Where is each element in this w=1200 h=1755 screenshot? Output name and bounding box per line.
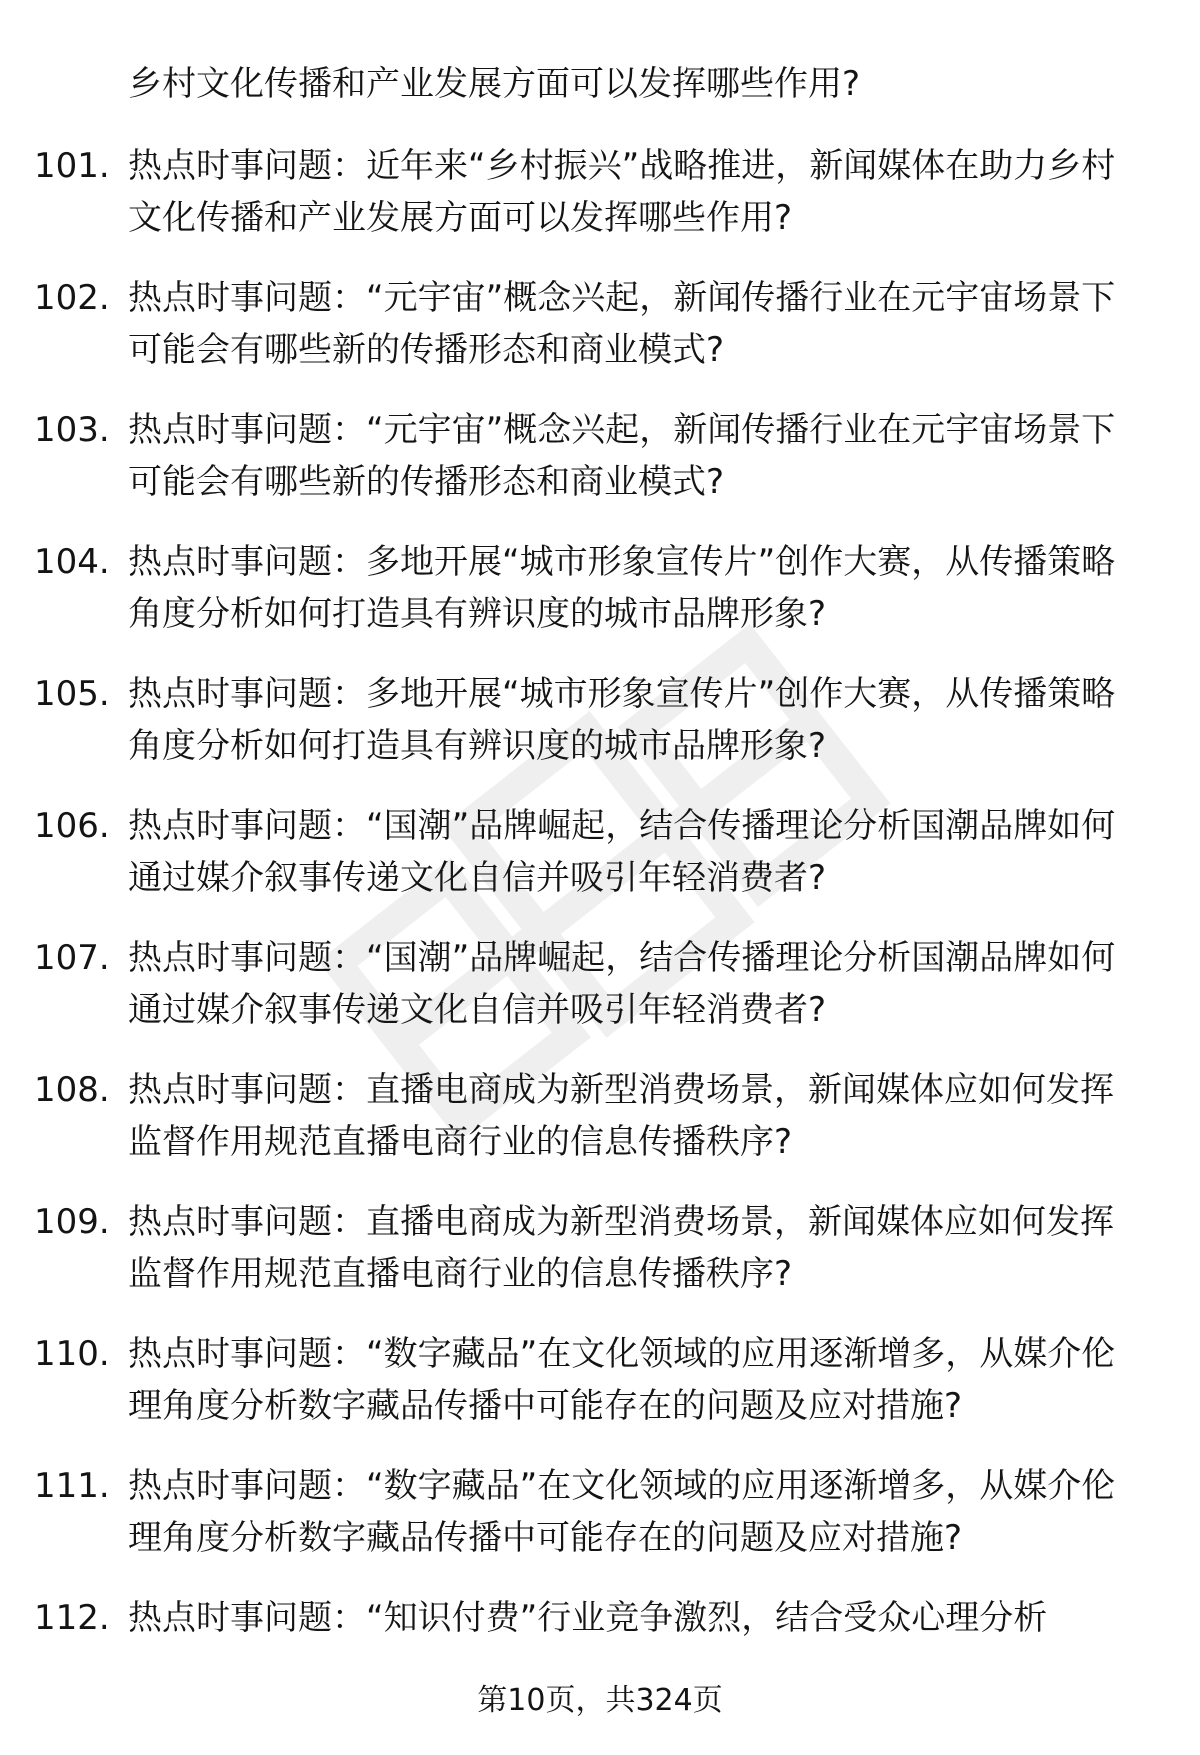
- list-item: [0, 404, 1200, 508]
- item-text: 热点时事问题：“国潮”品牌崛起，结合传播理论分析国潮品牌如何通过媒介叙事传递文化自信并吸引年轻消费者?: [128, 806, 1116, 898]
- item-number: 112.: [34, 1598, 110, 1638]
- item-number: 107.: [34, 938, 110, 978]
- item-number: 110.: [34, 1334, 110, 1374]
- item-number: 111.: [34, 1466, 110, 1506]
- item-number: 105.: [34, 674, 110, 714]
- list-item: [0, 1460, 1200, 1564]
- item-text: 热点时事问题：多地开展“城市形象宣传片”创作大赛，从传播策略角度分析如何打造具有辨识度的城市品牌形象?: [128, 674, 1116, 766]
- item-text: 热点时事问题：直播电商成为新型消费场景，新闻媒体应如何发挥监督作用规范直播电商行业的信息传播秩序?: [128, 1070, 1114, 1162]
- item-text: 热点时事问题：直播电商成为新型消费场景，新闻媒体应如何发挥监督作用规范直播电商行业的信息传播秩序?: [128, 1202, 1114, 1294]
- item-number: 101.: [34, 146, 110, 186]
- page-footer: 第10页，共324页: [477, 1683, 723, 1718]
- list-item: [0, 800, 1200, 904]
- item-text: 热点时事问题：“数字藏品”在文化领域的应用逐渐增多，从媒介伦理角度分析数字藏品传播中可能存在的问题及应对措施?: [128, 1466, 1116, 1558]
- list-item: [0, 140, 1200, 244]
- item-number: 104.: [34, 542, 110, 582]
- item-text: 热点时事问题：近年来“乡村振兴”战略推进，新闻媒体在助力乡村文化传播和产业发展方面可以发挥哪些作用?: [128, 146, 1116, 238]
- item-number: 108.: [34, 1070, 110, 1110]
- item-text: 热点时事问题：“元宇宙”概念兴起，新闻传播行业在元宇宙场景下可能会有哪些新的传播形态和商业模式?: [128, 410, 1116, 502]
- list-item: [0, 668, 1200, 772]
- list-item: [0, 1064, 1200, 1168]
- item-number: 106.: [34, 806, 110, 846]
- list-item: [0, 272, 1200, 376]
- item-text: 热点时事问题：多地开展“城市形象宣传片”创作大赛，从传播策略角度分析如何打造具有辨识度的城市品牌形象?: [128, 542, 1116, 634]
- item-number: 102.: [34, 278, 110, 318]
- item-text: 热点时事问题：“数字藏品”在文化领域的应用逐渐增多，从媒介伦理角度分析数字藏品传播中可能存在的问题及应对措施?: [128, 1334, 1116, 1426]
- list-item: [0, 536, 1200, 640]
- item-number: 109.: [34, 1202, 110, 1242]
- question-list: [0, 140, 1200, 1672]
- item-text: 热点时事问题：“国潮”品牌崛起，结合传播理论分析国潮品牌如何通过媒介叙事传递文化自信并吸引年轻消费者?: [128, 938, 1116, 1030]
- list-item: [0, 932, 1200, 1036]
- list-item: [0, 1592, 1200, 1644]
- item-text: 热点时事问题：“元宇宙”概念兴起，新闻传播行业在元宇宙场景下可能会有哪些新的传播形态和商业模式?: [128, 278, 1116, 370]
- item-number: 103.: [34, 410, 110, 450]
- list-item: [0, 1196, 1200, 1300]
- list-item: [0, 1328, 1200, 1432]
- item-text: 热点时事问题：“知识付费”行业竞争激烈，结合受众心理分析: [128, 1598, 1048, 1638]
- continuation-line: 乡村文化传播和产业发展方面可以发挥哪些作用?: [128, 64, 861, 104]
